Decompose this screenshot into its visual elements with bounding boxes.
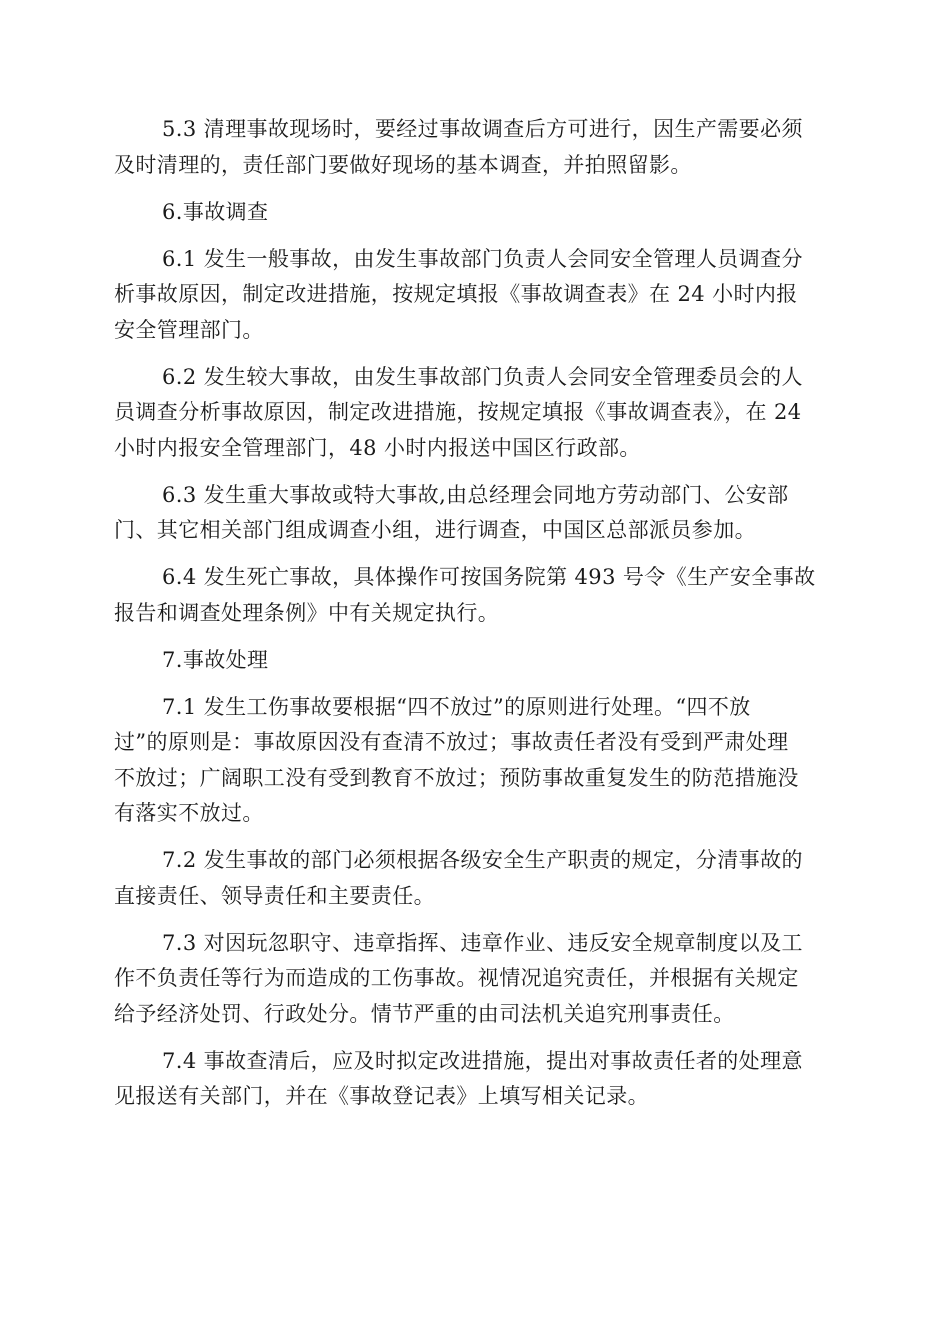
paragraph-6-2: [114, 360, 836, 467]
document-body: [114, 112, 836, 1126]
paragraph-line: 及时清理的，责任部门要做好现场的基本调查，并拍照留影。: [114, 152, 692, 177]
paragraph-line: 7.2 发生事故的部门必须根据各级安全生产职责的规定，分清事故的: [162, 848, 803, 872]
paragraph-line: 报告和调查处理条例》中有关规定执行。: [114, 600, 500, 625]
paragraph-line: 见报送有关部门，并在《事故登记表》上填写相关记录。: [114, 1084, 649, 1108]
paragraph-line: 析事故原因，制定改进措施，按规定填报《事故调查表》在 24 小时内报: [114, 282, 798, 306]
paragraph-line: 直接责任、领导责任和主要责任。: [114, 883, 435, 908]
paragraph-7-4: [114, 1044, 836, 1115]
paragraph-line: 作不负责任等行为而造成的工伤事故。视情况追究责任，并根据有关规定: [114, 966, 799, 990]
paragraph-line: 7.3 对因玩忽职守、违章指挥、违章作业、违反安全规章制度以及工: [162, 930, 803, 955]
section-heading-7: [114, 643, 836, 679]
paragraph-line: 7.1 发生工伤事故要根据“四不放过”的原则进行处理。“四不放: [162, 694, 751, 719]
paragraph-line: 5.3 清理事故现场时，要经过事故调查后方可进行，因生产需要必须: [162, 117, 803, 141]
paragraph-line: 给予经济处罚、行政处分。情节严重的由司法机关追究刑事责任。: [114, 1001, 735, 1026]
paragraph-line: 员调查分析事故原因，制定改进措施，按规定填报《事故调查表》，在 24: [114, 400, 802, 424]
paragraph-line: 6.1 发生一般事故，由发生事故部门负责人会同安全管理人员调查分: [162, 246, 803, 271]
paragraph-line: 有落实不放过。: [114, 801, 264, 825]
section-heading-6: [114, 195, 836, 231]
paragraph-6-3: [114, 478, 836, 549]
paragraph-line: 6.4 发生死亡事故，具体操作可按国务院第 493 号令《生产安全事故: [162, 565, 816, 589]
paragraph-line: 不放过；广阔职工没有受到教育不放过；预防事故重复发生的防范措施没: [114, 765, 799, 790]
paragraph-7-3: [114, 926, 836, 1033]
paragraph-5-3: [114, 112, 836, 183]
section-heading-text: 7.事故处理: [162, 647, 269, 672]
section-heading-text: 6.事故调查: [162, 199, 269, 224]
paragraph-line: 6.2 发生较大事故，由发生事故部门负责人会同安全管理委员会的人: [162, 364, 803, 389]
paragraph-line: 安全管理部门。: [114, 317, 264, 342]
paragraph-line: 小时内报安全管理部门，48 小时内报送中国区行政部。: [114, 435, 641, 460]
paragraph-line: 6.3 发生重大事故或特大事故,由总经理会同地方劳动部门、公安部: [162, 482, 789, 507]
paragraph-6-4: [114, 560, 836, 631]
paragraph-7-2: [114, 843, 836, 914]
paragraph-line: 过”的原则是：事故原因没有查清不放过；事故责任者没有受到严肃处理: [114, 730, 789, 754]
paragraph-line: 7.4 事故查清后，应及时拟定改进措施，提出对事故责任者的处理意: [162, 1048, 803, 1073]
paragraph-line: 门、其它相关部门组成调查小组，进行调查，中国区总部派员参加。: [114, 518, 756, 542]
paragraph-6-1: [114, 242, 836, 349]
paragraph-7-1: [114, 690, 836, 832]
